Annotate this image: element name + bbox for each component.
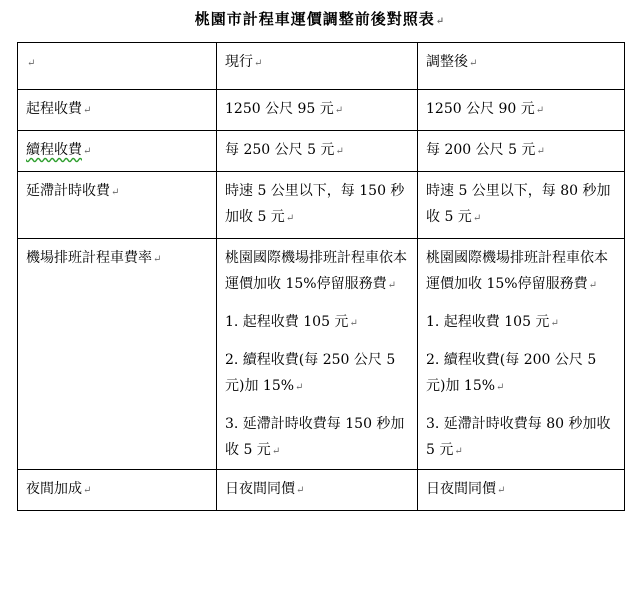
paragraph-mark-icon: ↵ xyxy=(472,213,482,224)
table-row-night-surcharge xyxy=(18,470,625,511)
current-value-cell xyxy=(217,131,418,172)
paragraph-mark-icon: ↵ xyxy=(454,446,463,457)
airport-adjusted-item-3 xyxy=(426,411,616,465)
paragraph-mark-icon: ↵ xyxy=(588,280,597,291)
paragraph-mark-icon: ↵ xyxy=(435,16,446,27)
airport-adjusted-item-2 xyxy=(426,347,616,401)
night-surcharge-label: 夜間加成 xyxy=(26,481,82,497)
paragraph-mark-icon: ↵ xyxy=(83,485,92,496)
paragraph-mark-icon: ↵ xyxy=(349,318,358,329)
night-surcharge-current: 日夜間同價 xyxy=(225,481,295,497)
airport-adjusted-item-1-text: 1. 起程收費 105 元 xyxy=(426,314,550,330)
paragraph-mark-icon: ↵ xyxy=(334,105,344,116)
delay-fee-adjusted: 時速 5 公里以下，每 80 秒加收 5 元 xyxy=(426,183,611,225)
header-cell-current xyxy=(217,43,418,90)
airport-adjusted-intro xyxy=(426,245,616,299)
night-surcharge-adjusted: 日夜間同價 xyxy=(426,481,496,497)
continue-fee-label: 續程收費 xyxy=(26,142,82,158)
table-row-delay-fee xyxy=(18,172,625,239)
row-label-cell xyxy=(18,172,217,239)
start-fee-current: 1250 公尺 95 元 xyxy=(225,101,334,117)
paragraph-mark-icon: ↵ xyxy=(83,105,92,116)
paragraph-mark-icon: ↵ xyxy=(153,254,162,265)
document-title xyxy=(0,8,640,29)
header-current-label: 現行 xyxy=(225,54,253,70)
paragraph-mark-icon: ↵ xyxy=(497,485,506,496)
paragraph-mark-icon: ↵ xyxy=(254,58,263,69)
paragraph-mark-icon: ↵ xyxy=(285,213,295,224)
current-value-cell xyxy=(217,172,418,239)
airport-adjusted-item-2-text: 2. 續程收費(每 200 公尺 5 元)加 15% xyxy=(426,352,597,394)
row-label-cell xyxy=(18,470,217,511)
airport-adjusted-intro-text: 桃園國際機場排班計程車依本運價加收 15%停留服務費 xyxy=(426,250,608,292)
table-row-airport-rate xyxy=(18,239,625,470)
paragraph-mark-icon: ↵ xyxy=(387,280,396,291)
adjusted-value-cell xyxy=(418,131,625,172)
current-value-cell xyxy=(217,239,418,470)
continue-fee-current: 每 250 公尺 5 元 xyxy=(225,142,335,158)
paragraph-mark-icon: ↵ xyxy=(496,382,505,393)
paragraph-mark-icon: ↵ xyxy=(296,485,305,496)
adjusted-value-cell xyxy=(418,470,625,511)
continue-fee-adjusted: 每 200 公尺 5 元 xyxy=(426,142,536,158)
airport-rate-label: 機場排班計程車費率 xyxy=(26,250,152,266)
delay-fee-label: 延滯計時收費 xyxy=(26,183,110,199)
airport-current-item-2 xyxy=(225,347,409,401)
paragraph-mark-icon: ↵ xyxy=(27,58,36,69)
table-row-continue-fee xyxy=(18,131,625,172)
fare-comparison-table xyxy=(17,42,625,511)
row-label-cell xyxy=(18,239,217,470)
airport-current-item-1 xyxy=(225,309,409,337)
title-text: 桃園市計程車運價調整前後對照表 xyxy=(194,10,435,28)
adjusted-value-cell xyxy=(418,90,625,131)
start-fee-label: 起程收費 xyxy=(26,101,82,117)
start-fee-adjusted: 1250 公尺 90 元 xyxy=(426,101,535,117)
paragraph-mark-icon: ↵ xyxy=(536,146,545,157)
airport-current-item-1-text: 1. 起程收費 105 元 xyxy=(225,314,349,330)
airport-adjusted-item-3-text: 3. 延滯計時收費每 80 秒加收 5 元 xyxy=(426,416,611,458)
paragraph-mark-icon: ↵ xyxy=(83,146,92,157)
airport-adjusted-item-1 xyxy=(426,309,616,337)
current-value-cell xyxy=(217,470,418,511)
paragraph-mark-icon: ↵ xyxy=(111,187,120,198)
airport-current-intro xyxy=(225,245,409,299)
row-label-cell xyxy=(18,90,217,131)
airport-current-item-2-text: 2. 續程收費(每 250 公尺 5 元)加 15% xyxy=(225,352,396,394)
airport-current-item-3 xyxy=(225,411,409,465)
current-value-cell xyxy=(217,90,418,131)
paragraph-mark-icon: ↵ xyxy=(271,446,281,457)
paragraph-mark-icon: ↵ xyxy=(535,105,545,116)
adjusted-value-cell xyxy=(418,172,625,239)
airport-current-intro-text: 桃園國際機場排班計程車依本運價加收 15%停留服務費 xyxy=(225,250,407,292)
table-row-start-fee xyxy=(18,90,625,131)
header-cell-item xyxy=(18,43,217,90)
paragraph-mark-icon: ↵ xyxy=(295,382,304,393)
airport-current-item-3-text: 3. 延滯計時收費每 150 秒加收 5 元 xyxy=(225,416,405,458)
paragraph-mark-icon: ↵ xyxy=(335,146,344,157)
adjusted-value-cell xyxy=(418,239,625,470)
paragraph-mark-icon: ↵ xyxy=(550,318,559,329)
table-header-row xyxy=(18,43,625,90)
paragraph-mark-icon: ↵ xyxy=(469,58,478,69)
delay-fee-current: 時速 5 公里以下，每 150 秒加收 5 元 xyxy=(225,183,405,225)
header-cell-adjusted xyxy=(418,43,625,90)
row-label-cell xyxy=(18,131,217,172)
header-adjusted-label: 調整後 xyxy=(426,54,468,70)
